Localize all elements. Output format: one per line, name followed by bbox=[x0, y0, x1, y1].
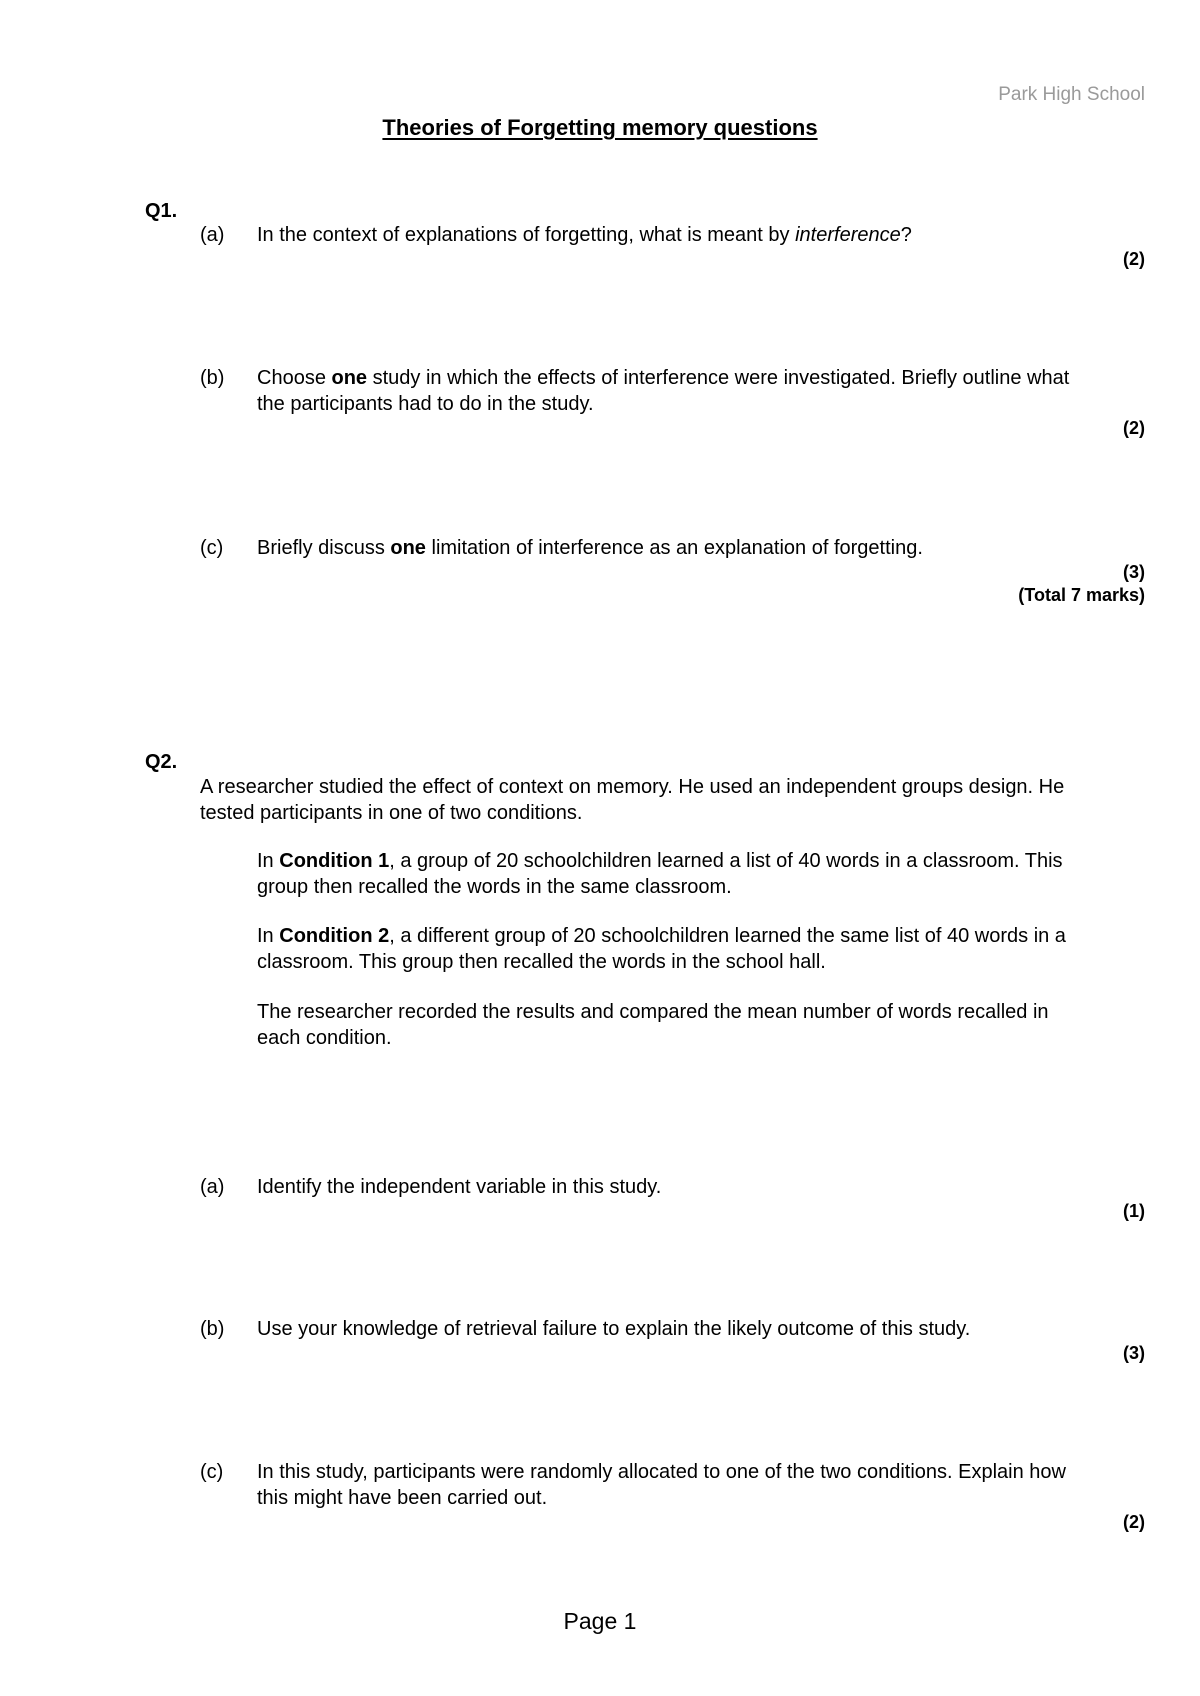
q1-part-c-text: Briefly discuss one limitation of interference as an explanation of forgetting. bbox=[257, 537, 923, 559]
school-name: Park High School bbox=[998, 84, 1145, 105]
q1-part-b-label: (b) bbox=[200, 367, 225, 389]
q1-part-a-italic-term: interference bbox=[795, 224, 901, 246]
q2-condition-1-label: Condition 1 bbox=[279, 850, 390, 872]
q1-part-b-marks: (2) bbox=[1123, 418, 1145, 438]
q2-part-a-label: (a) bbox=[200, 1176, 225, 1198]
q2-condition-2: In Condition 2, a different group of 20 schoolchildren learned the same list of 40 words in a classroom. This group then recalled the words in the school hall. bbox=[257, 925, 1066, 973]
q1-part-c-label: (c) bbox=[200, 537, 224, 559]
q2-part-b-text: Use your knowledge of retrieval failure to explain the likely outcome of this study. bbox=[257, 1318, 971, 1340]
q2-part-c-label: (c) bbox=[200, 1461, 224, 1483]
q1-part-b-bold-word: one bbox=[331, 367, 368, 389]
question-1-number: Q1. bbox=[145, 200, 178, 222]
q1-part-a-marks: (2) bbox=[1123, 249, 1145, 269]
page-number: Page 1 bbox=[563, 1608, 637, 1634]
q1-part-a-label: (a) bbox=[200, 224, 225, 246]
q2-condition-1: In Condition 1, a group of 20 schoolchildren learned a list of 40 words in a classroom. This group then recalled the words in the same classroom. bbox=[257, 850, 1063, 898]
q2-condition-2-label: Condition 2 bbox=[279, 925, 390, 947]
q2-part-c-marks: (2) bbox=[1123, 1512, 1145, 1532]
question-2-number: Q2. bbox=[145, 751, 178, 773]
q2-note: The researcher recorded the results and compared the mean number of words recalled in each condition. bbox=[257, 1001, 1049, 1049]
q1-part-c-marks: (3) bbox=[1123, 562, 1145, 582]
q2-part-b-marks: (3) bbox=[1123, 1343, 1145, 1363]
q2-part-a-marks: (1) bbox=[1123, 1201, 1145, 1221]
q2-intro: A researcher studied the effect of context on memory. He used an independent groups design. He tested participants in one of two conditions. bbox=[200, 776, 1065, 824]
q2-part-b-label: (b) bbox=[200, 1318, 225, 1340]
q1-part-a-text: In the context of explanations of forgetting, what is meant by interference? bbox=[257, 224, 912, 246]
document-title: Theories of Forgetting memory questions bbox=[382, 115, 818, 140]
q1-part-c-bold-word: one bbox=[390, 537, 426, 559]
q2-part-c-text: In this study, participants were randomly allocated to one of the two conditions. Explain how this might have been carried out. bbox=[257, 1461, 1066, 1509]
q1-total-marks: (Total 7 marks) bbox=[1018, 585, 1145, 605]
q1-part-b-text: Choose one study in which the effects of interference were investigated. Briefly outline what the participants had to do in the study. bbox=[257, 367, 1070, 415]
q2-part-a-text: Identify the independent variable in this study. bbox=[257, 1176, 662, 1198]
